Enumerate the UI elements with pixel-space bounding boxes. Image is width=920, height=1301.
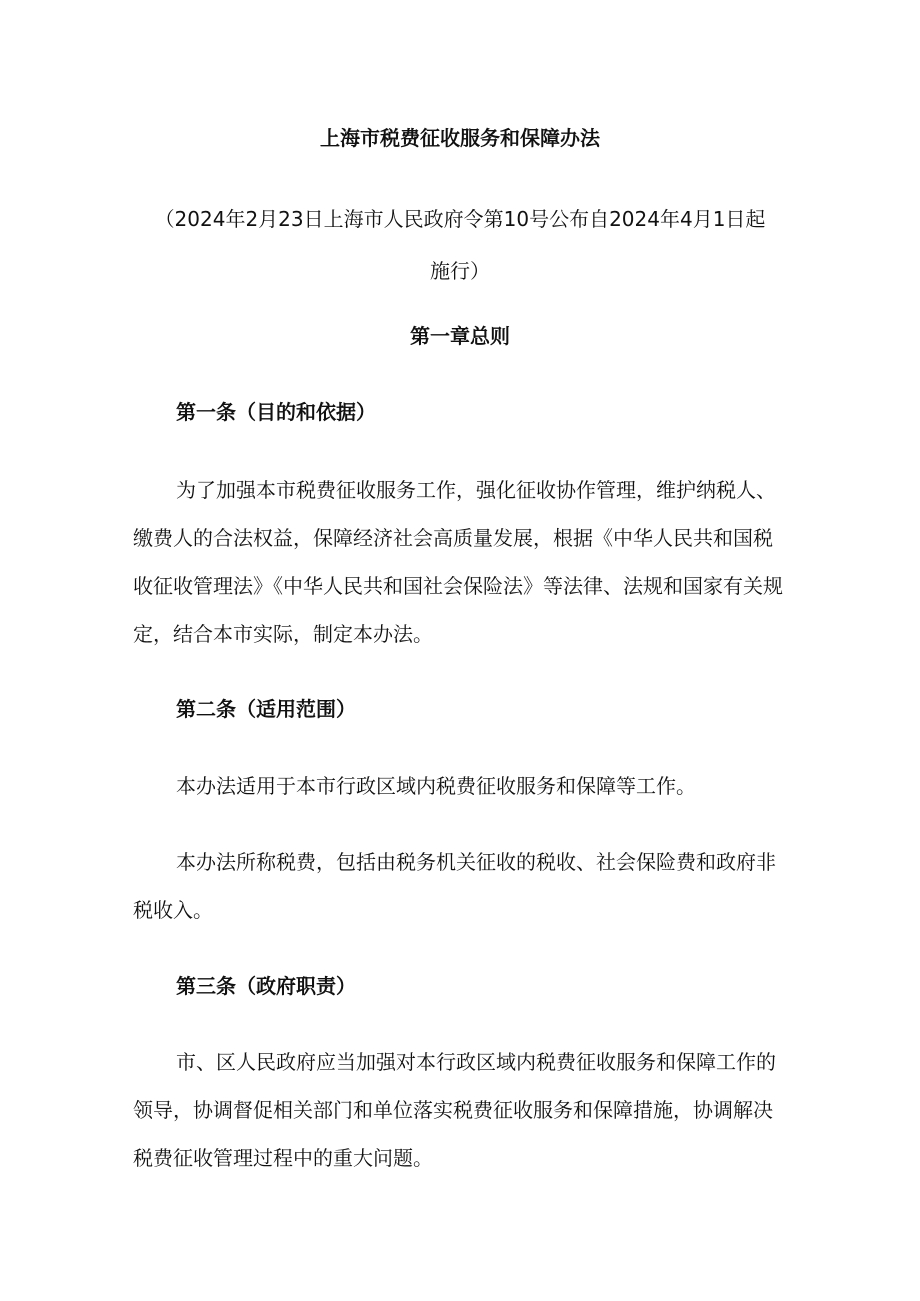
- article-3-heading: 第三条（政府职责）: [176, 974, 356, 998]
- chapter-heading: 第一章总则: [410, 324, 510, 348]
- article-1-paragraph-1: 为了加强本市税费征收服务工作，强化征收协作管理，维护纳税人、缴费人的合法权益，保障经济社会高质量发展，根据《中华人民共和国税收征收管理法》《中华人民共和国社会保险法》等法律、法规和国家有关规定，结合本市实际，制定本办法。: [133, 478, 783, 646]
- document-subtitle: （2024年2月23日上海市人民政府令第10号公布自2024年4月1日起施行）: [154, 207, 766, 283]
- document-title: 上海市税费征收服务和保障办法: [320, 126, 600, 150]
- article-1-heading: 第一条（目的和依据）: [176, 400, 376, 424]
- article-2-heading: 第二条（适用范围）: [176, 697, 356, 721]
- article-2-paragraph-1: 本办法适用于本市行政区域内税费征收服务和保障等工作。: [176, 774, 696, 798]
- article-2-paragraph-2: 本办法所称税费，包括由税务机关征收的税收、社会保险费和政府非税收入。: [133, 850, 776, 922]
- article-3-paragraph-1: 市、区人民政府应当加强对本行政区域内税费征收服务和保障工作的领导，协调督促相关部门和单位落实税费征收服务和保障措施，协调解决税费征收管理过程中的重大问题。: [133, 1050, 776, 1170]
